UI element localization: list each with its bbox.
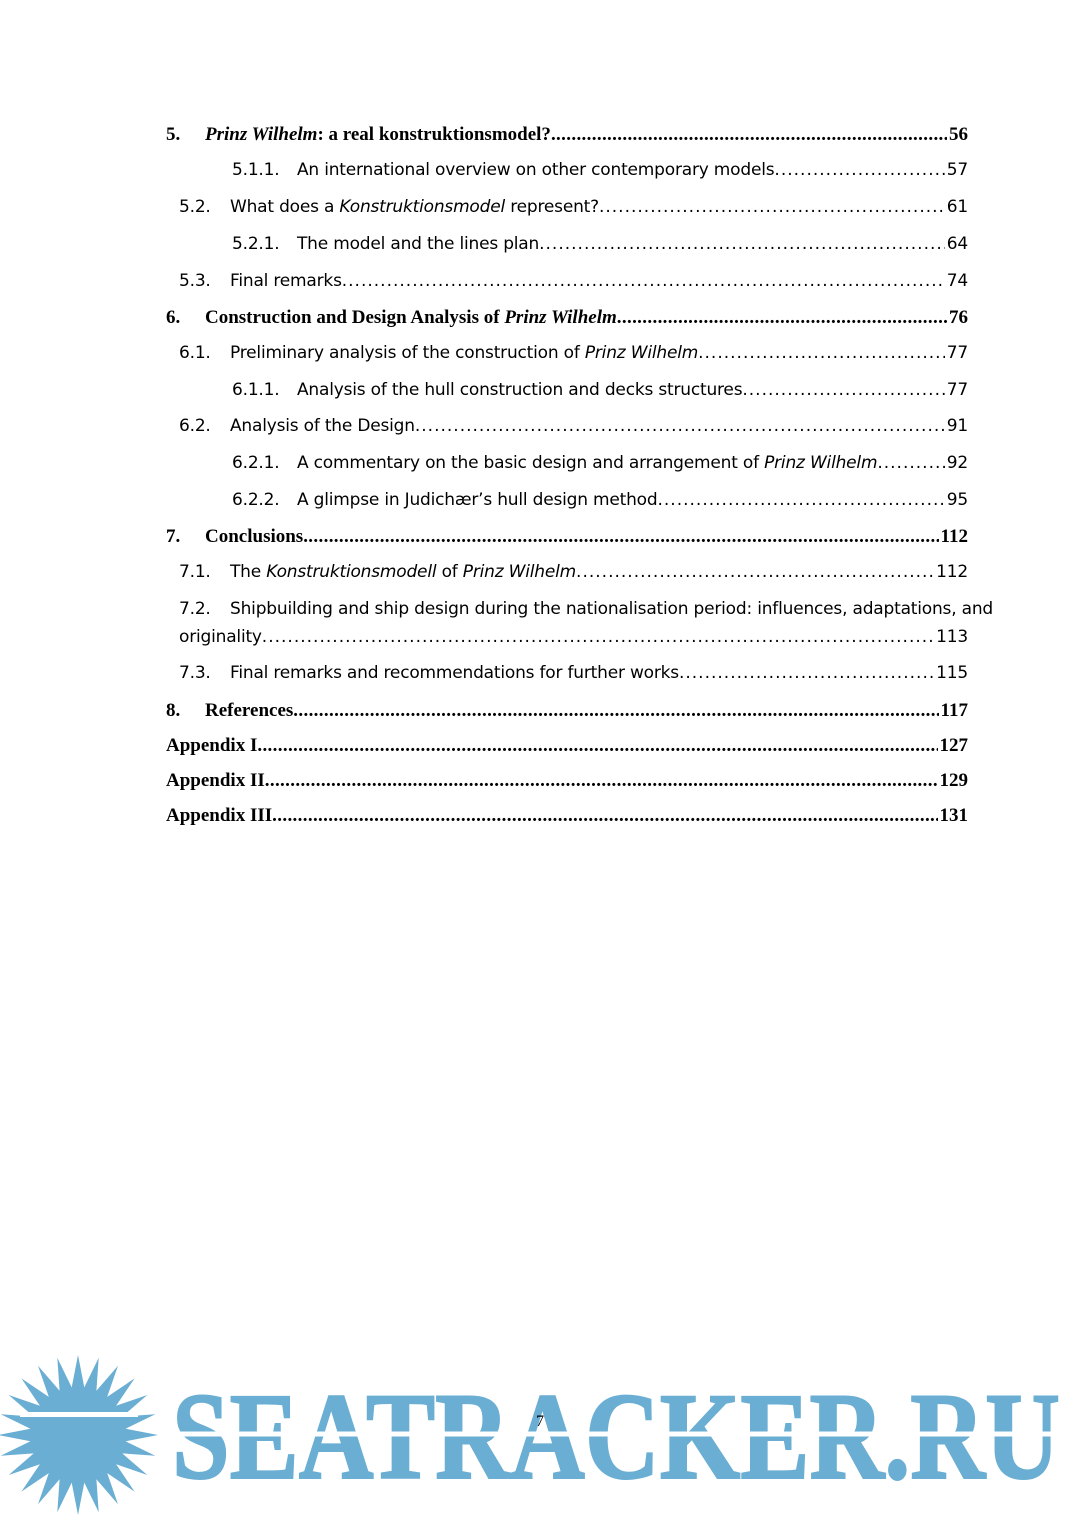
toc-entry-6-2-2[interactable]: 6.2.2. A glimpse in Judichær’s hull design method . . . 95 [166, 490, 968, 520]
dot-leader [415, 416, 945, 436]
dot-leader [293, 700, 938, 722]
dot-leader [257, 735, 937, 757]
dot-leader [539, 234, 945, 254]
page-number: 7 [536, 1413, 544, 1430]
dot-leader [599, 197, 945, 217]
toc-entry-7-2-line1[interactable]: 7.2. Shipbuilding and ship design during the nationalisation period: influences, adaptations, and [179, 599, 994, 619]
toc-entry-5-2-1[interactable]: 5.2.1. The model and the lines plan . . . 64 [166, 234, 968, 264]
dot-leader [342, 271, 945, 291]
watermark-text: SEATRACKER.RU [172, 1368, 1060, 1505]
dot-leader [551, 124, 947, 146]
toc-title: Construction and Design Analysis of Prinz Wilhelm [205, 307, 617, 328]
dot-leader [657, 490, 944, 510]
dot-leader [877, 453, 944, 473]
toc-entry-5[interactable]: 5. Prinz Wilhelm: a real konstruktionsmodel? . . . 56 [166, 124, 968, 154]
toc-entry-7-1[interactable]: 7.1. The Konstruktionsmodell of Prinz Wilhelm . . . 112 [166, 562, 968, 592]
toc-title: Prinz Wilhelm: a real konstruktionsmodel? [205, 124, 551, 145]
toc-entry-7[interactable]: 7. Conclusions . . . 112 [166, 526, 968, 556]
toc-entry-5-2[interactable]: 5.2. What does a Konstruktionsmodel represent? . . . 61 [166, 197, 968, 227]
toc-title: The Konstruktionsmodell of Prinz Wilhelm [230, 562, 577, 582]
toc-title: A commentary on the basic design and arrangement of Prinz Wilhelm [297, 453, 878, 473]
toc-entry-5-3[interactable]: 5.3. Final remarks . . . 74 [166, 271, 968, 301]
dot-leader [679, 663, 934, 683]
sun-icon [0, 1355, 158, 1515]
dot-leader [262, 627, 934, 647]
toc-title: What does a Konstruktionsmodel represent? [230, 197, 599, 217]
toc-title: Preliminary analysis of the construction of Prinz Wilhelm [230, 343, 699, 363]
dot-leader [265, 770, 938, 792]
toc-entry-6-1-1[interactable]: 6.1.1. Analysis of the hull construction and decks structures . . . 77 [166, 380, 968, 410]
toc-entry-6-1[interactable]: 6.1. Preliminary analysis of the construction of Prinz Wilhelm . . . 77 [166, 343, 968, 373]
toc-entry-7-3[interactable]: 7.3. Final remarks and recommendations for further works . . . 115 [166, 663, 968, 693]
dot-leader [698, 343, 945, 363]
toc-entry-appendix-3[interactable]: Appendix III . . . 131 [166, 805, 968, 835]
dot-leader [742, 380, 944, 400]
toc-entry-appendix-1[interactable]: Appendix I . . . 127 [166, 735, 968, 765]
dot-leader [303, 526, 938, 548]
toc-entry-5-1-1[interactable]: 5.1.1. An international overview on other contemporary models . . . 57 [166, 160, 968, 190]
toc-entry-7-2-line2[interactable]: originality . . . 113 [166, 627, 968, 657]
watermark-logo [0, 1350, 1080, 1515]
toc-entry-8[interactable]: 8. References . . . 117 [166, 700, 968, 730]
dot-leader [774, 160, 944, 180]
dot-leader [617, 307, 947, 329]
dot-leader [576, 562, 934, 582]
toc-entry-6[interactable]: 6. Construction and Design Analysis of Prinz Wilhelm . . . 76 [166, 307, 968, 337]
toc-entry-appendix-2[interactable]: Appendix II . . . 129 [166, 770, 968, 800]
toc-entry-6-2-1[interactable]: 6.2.1. A commentary on the basic design and arrangement of Prinz Wilhelm . . . 92 [166, 453, 968, 483]
dot-leader [272, 805, 937, 827]
toc-entry-6-2[interactable]: 6.2. Analysis of the Design . . . 91 [166, 416, 968, 446]
